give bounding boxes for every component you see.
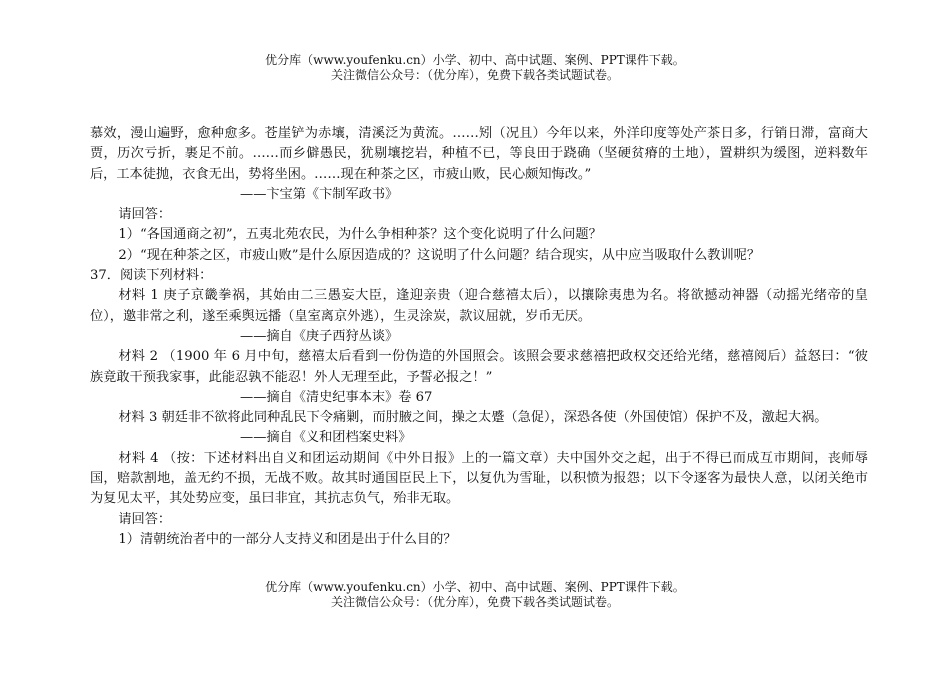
footer-line-2: 关注微信公众号：（优分库），免费下载各类试题试卷。 <box>330 595 619 609</box>
material-4: 材料 4 （按：下述材料出自义和团运动期间《中外日报》上的一篇文章）夫中国外交之起，出于不得已而成互市期间，丧师辱国，赔款割地，盖无约不损，无战不败。故其时通国臣民上下，以复仇为雪耻，以积愤为报怨；以下令逐客为最快人意，以闭关绝市为复见太平，其处势应变，虽曰非宜，其抗志负气，殆非无取。 <box>90 450 868 507</box>
question-36-2: 2）“现在种茶之区，市疲山败”是什么原因造成的？这说明了什么问题？结合现实，从中应当吸取什么教训呢？ <box>118 247 761 263</box>
source-bian-baodi: ——卞宝第《卞制军政书》 <box>240 186 399 202</box>
material-1: 材料 1 庚子京畿拳祸，其始由二三愚妄大臣，逢迎亲贵（迎合慈禧太后），以攘除夷患为名。将欲撼动神器（动摇光绪帝的皇位），邀非常之利，遂至乘舆远播（皇室离京外逃），生灵涂炭，款议屈就，岁币无厌。 <box>90 288 868 324</box>
material-3: 材料 3 朝廷非不欲将此同种乱民下令痛剿，而肘腋之间，操之太蹙（急促），深恐各使（外国使馆）保护不及，激起大祸。 <box>118 410 828 426</box>
source-material-2: ——摘自《清史纪事本末》卷 67 <box>240 389 433 405</box>
question-37-title: 37．阅读下列材料： <box>90 268 213 284</box>
footer-line-1: 优分库（www.youfenku.cn）小学、初中、高中试题、案例、PPT课件下载。 <box>265 580 685 594</box>
document-body <box>90 124 868 550</box>
question-37-1: 1）清朝统治者中的一部分人支持义和团是出于什么目的？ <box>118 531 457 547</box>
please-answer-1: 请回答： <box>118 207 172 223</box>
header-line-2: 关注微信公众号：（优分库），免费下载各类试题试卷。 <box>330 68 619 82</box>
question-36-1: 1）“各国通商之初”，五夷北苑农民，为什么争相种茶？这个变化说明了什么问题？ <box>118 227 602 243</box>
please-answer-2: 请回答： <box>118 511 172 527</box>
material-2: 材料 2 （1900 年 6 月中旬，慈禧太后看到一份伪造的外国照会。该照会要求慈禧把政权交还给光绪，慈禧阅后）益怒曰：“彼族竟敢干预我家事，此能忍孰不能忍！外人无理至此，予誓必报之！” <box>90 349 868 385</box>
page-header <box>0 53 950 83</box>
page-footer <box>0 580 950 610</box>
source-material-3: ——摘自《义和团档案史料》 <box>240 430 412 446</box>
header-line-1: 优分库（www.youfenku.cn）小学、初中、高中试题、案例、PPT课件下载。 <box>265 53 685 67</box>
source-material-1: ——摘自《庚子西狩丛谈》 <box>240 328 399 344</box>
material-continuation: 慕效，漫山遍野，愈种愈多。苍崖铲为赤壤，清溪泛为黄流。……矧（况且）今年以来，外洋印度等处产茶日多，行销日滞，富商大贾，历次亏折，裹足不前。……而乡僻愚民，犹剔壤挖岩，种植不已，等良田于跷确（坚硬贫瘠的土地），置耕织为缓图，逆料数年后，工本徒抛，衣食无出，势将坐困。……现在种茶之区，市疲山败，民心颇知悔改。” <box>90 126 868 182</box>
